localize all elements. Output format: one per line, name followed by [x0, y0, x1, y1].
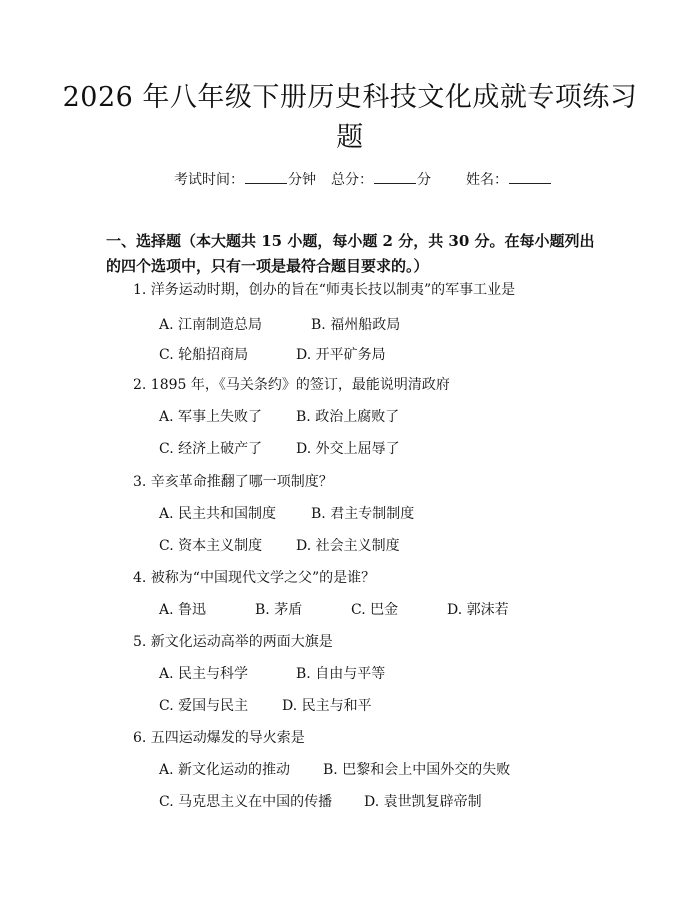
- question-stem: 3. 辛亥革命推翻了哪一项制度？: [133, 474, 333, 490]
- student-name-blank[interactable]: [509, 170, 551, 184]
- answer-option[interactable]: B. 福州船政局: [311, 317, 401, 333]
- question-stem: 2. 1895 年，《马关条约》的签订，最能说明清政府: [133, 377, 450, 393]
- exam-time-field: [174, 170, 316, 189]
- answer-option[interactable]: D. 外交上屈辱了: [296, 441, 400, 457]
- answer-option[interactable]: D. 郭沫若: [447, 602, 509, 618]
- answer-option[interactable]: B. 茅盾: [255, 602, 303, 618]
- exam-time-unit: 分钟: [288, 172, 316, 188]
- total-score-unit: 分: [417, 172, 431, 188]
- exam-time-blank[interactable]: [245, 170, 287, 184]
- student-name-field: [466, 170, 552, 189]
- answer-option[interactable]: C. 资本主义制度: [159, 538, 263, 554]
- exam-title: 2026 年八年级下册历史科技文化成就专项练习题: [62, 82, 638, 153]
- section-heading: 一、选择题（本大题共 15 小题，每小题 2 分，共 30 分。在每小题列出的四个选项中，只有一项是最符合题目要求的。）: [106, 232, 595, 275]
- answer-option[interactable]: D. 袁世凯复辟帝制: [364, 794, 482, 810]
- answer-option[interactable]: A. 江南制造总局: [159, 317, 263, 333]
- answer-option[interactable]: B. 君主专制制度: [311, 506, 415, 522]
- answer-option[interactable]: A. 新文化运动的推动: [159, 762, 291, 778]
- answer-option[interactable]: A. 鲁迅: [159, 602, 207, 618]
- student-name-label: 姓名：: [466, 172, 508, 188]
- total-score-field: [331, 170, 431, 189]
- answer-option[interactable]: D. 开平矿务局: [296, 347, 386, 363]
- answer-option[interactable]: C. 巴金: [351, 602, 399, 618]
- question-stem: 5. 新文化运动高举的两面大旗是: [133, 634, 333, 650]
- answer-option[interactable]: C. 轮船招商局: [159, 347, 249, 363]
- exam-time-label: 考试时间：: [174, 172, 244, 188]
- total-score-blank[interactable]: [374, 170, 416, 184]
- answer-option[interactable]: C. 爱国与民主: [159, 698, 249, 714]
- question-stem: 1. 洋务运动时期，创办的旨在“师夷长技以制夷”的军事工业是: [133, 282, 516, 298]
- answer-option[interactable]: D. 社会主义制度: [296, 538, 400, 554]
- answer-option[interactable]: A. 军事上失败了: [159, 409, 263, 425]
- question-stem: 6. 五四运动爆发的导火索是: [133, 730, 305, 746]
- answer-option[interactable]: A. 民主与科学: [159, 666, 249, 682]
- answer-option[interactable]: C. 马克思主义在中国的传播: [159, 794, 333, 810]
- answer-option[interactable]: A. 民主共和国制度: [159, 506, 277, 522]
- answer-option[interactable]: D. 民主与和平: [282, 698, 372, 714]
- answer-option[interactable]: B. 政治上腐败了: [296, 409, 400, 425]
- answer-option[interactable]: B. 自由与平等: [296, 666, 386, 682]
- answer-option[interactable]: C. 经济上破产了: [159, 441, 263, 457]
- total-score-label: 总分：: [331, 172, 373, 188]
- question-stem: 4. 被称为“中国现代文学之父”的是谁？: [133, 570, 376, 586]
- answer-option[interactable]: B. 巴黎和会上中国外交的失败: [323, 762, 511, 778]
